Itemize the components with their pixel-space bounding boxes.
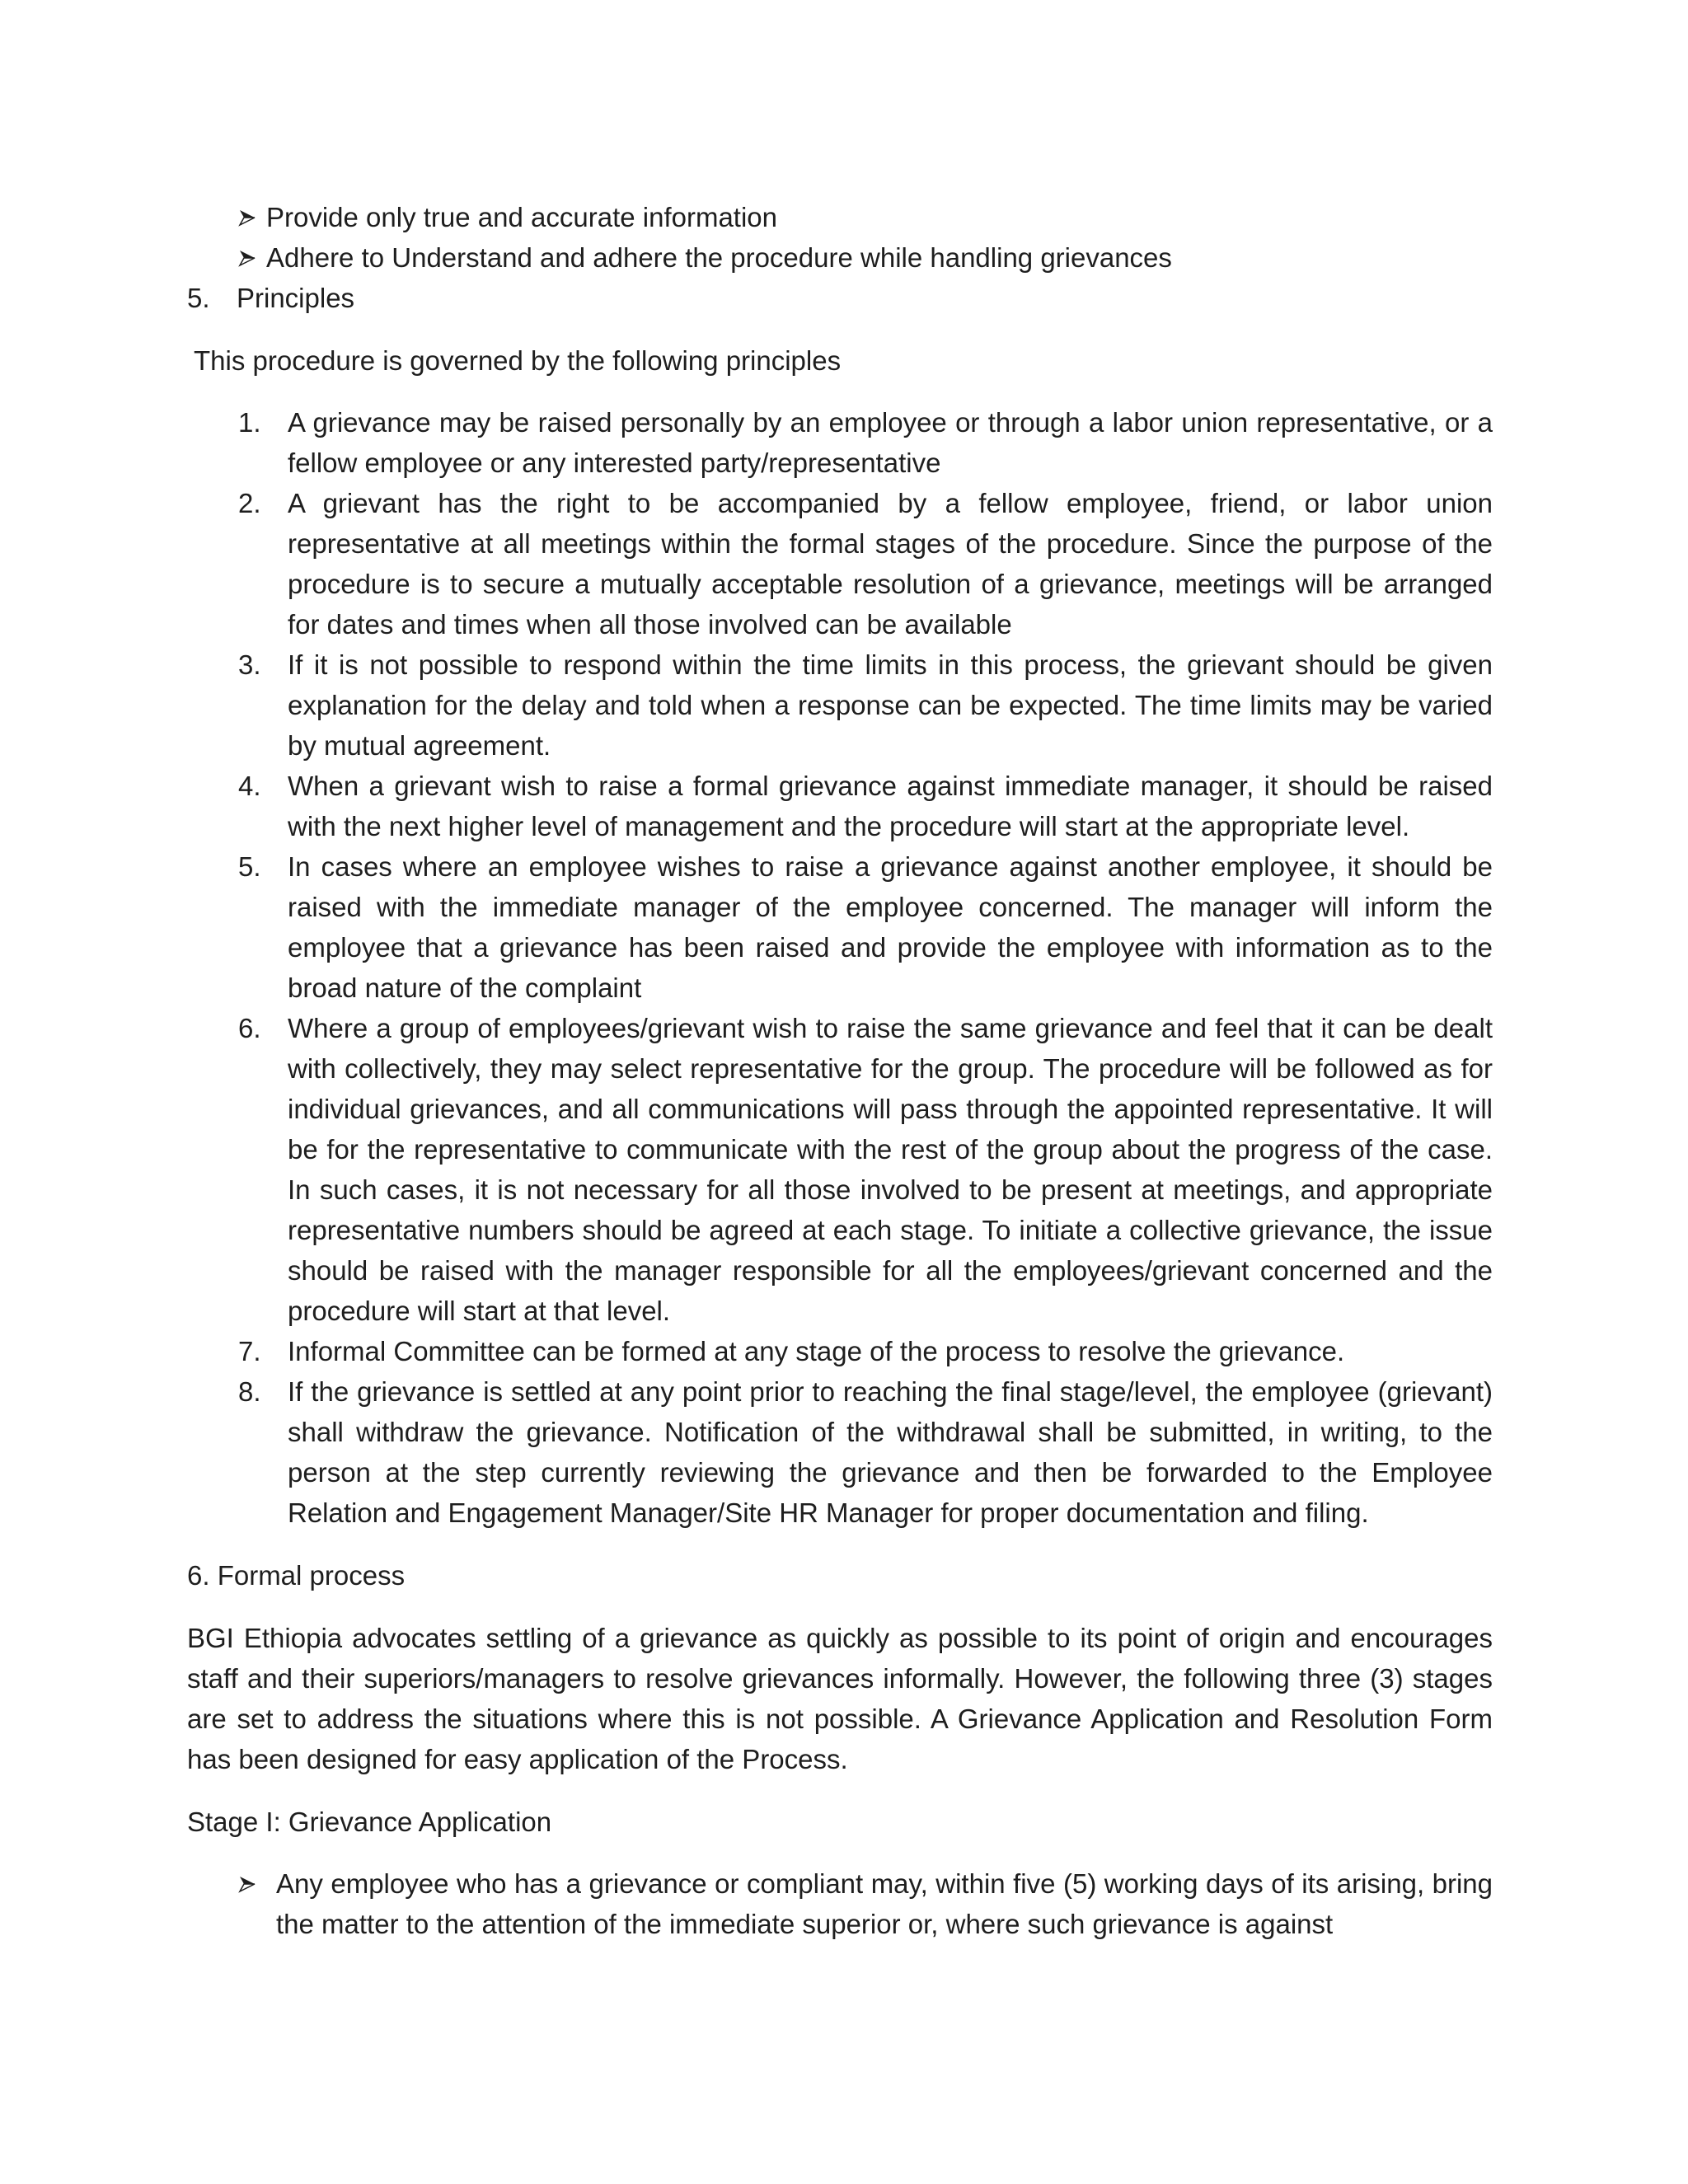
top-bullet-list [238, 197, 1493, 278]
list-item [238, 237, 1493, 278]
item-text: A grievance may be raised personally by an employee or through a labor union representative, or a fellow employee or any interested party/representative [288, 407, 1493, 478]
page-content [187, 197, 1493, 1944]
list-item [187, 402, 1493, 483]
item-number: 6. [238, 1013, 261, 1043]
section-title: Principles [237, 283, 355, 313]
arrow-bullet-icon [238, 237, 266, 278]
section-heading-principles [187, 278, 1493, 318]
item-text: When a grievant wish to raise a formal grievance against immediate manager, it should be raised with the next higher level of management and the procedure will start at the appropriate level. [288, 771, 1493, 841]
list-item [187, 1371, 1493, 1533]
stage-title: Stage I: Grievance Application [187, 1807, 552, 1837]
principles-list [187, 402, 1493, 1533]
formal-process-paragraph: BGI Ethiopia advocates settling of a grievance as quickly as possible to its point of origin and encourages staff and their superiors/managers to resolve grievances informally. However, the following three (3) stages are set to address the situations where this is not possible. A Grievance Application and Resolution Form has been designed for easy application of the Process. [187, 1623, 1493, 1774]
item-number: 2. [238, 488, 261, 518]
item-text: In cases where an employee wishes to raise a grievance against another employee, it should be raised with the immediate manager of the employee concerned. The manager will inform the employee that a grievance has been raised and provide the employee with information as to the broad nature of the complaint [288, 851, 1493, 1003]
item-text: If the grievance is settled at any point prior to reaching the final stage/level, the employee (grievant) shall withdraw the grievance. Notification of the withdrawal shall be submitted, in writing, to the person at the step currently reviewing the grievance and then be forwarded to the Employee Relation and Engagement Manager/Site HR Manager for proper documentation and filing. [288, 1376, 1493, 1528]
item-number: 3. [238, 649, 261, 680]
list-item [187, 766, 1493, 846]
section-heading-formal-process: 6. Formal process [187, 1560, 406, 1591]
bullet-text: Any employee who has a grievance or compliant may, within five (5) working days of its arising, bring the matter to the attention of the immediate superior or, where such grievance is against [276, 1868, 1493, 1939]
item-number: 4. [238, 771, 261, 801]
item-number: 8. [238, 1376, 261, 1407]
item-text: A grievant has the right to be accompanied by a fellow employee, friend, or labor union representative at all meetings within the formal stages of the procedure. Since the purpose of the procedure is to secure a mutually acceptable resolution of a grievance, meetings will be arranged for dates and times when all those involved can be available [288, 488, 1493, 640]
item-number: 5. [238, 851, 261, 882]
arrow-bullet-icon [238, 1863, 273, 1904]
list-item [238, 197, 1493, 237]
item-number: 1. [238, 407, 261, 438]
principles-intro: This procedure is governed by the following principles [194, 345, 842, 376]
list-item [187, 644, 1493, 766]
bullet-text: Adhere to Understand and adhere the procedure while handling grievances [266, 242, 1172, 273]
stage-bullet-list [238, 1863, 1493, 1944]
item-number: 7. [238, 1336, 261, 1366]
list-item [187, 846, 1493, 1008]
list-item [187, 1008, 1493, 1331]
bullet-text: Provide only true and accurate information [266, 202, 778, 232]
item-text: Informal Committee can be formed at any stage of the process to resolve the grievance. [288, 1336, 1345, 1366]
item-text: Where a group of employees/grievant wish to raise the same grievance and feel that it can be dealt with collectively, they may select representative for the group. The procedure will be followed as for individual grievances, and all communications will pass through the appointed representative. It will be for the representative to communicate with the rest of the group about the progress of the case. In such cases, it is not necessary for all those involved to be present at meetings, and appropriate representative numbers should be agreed at each stage. To initiate a collective grievance, the issue should be raised with the manager responsible for all the employees/grievant concerned and the procedure will start at that level. [288, 1013, 1493, 1326]
list-item [238, 1863, 1493, 1944]
arrow-bullet-icon [238, 197, 266, 237]
list-item [187, 483, 1493, 644]
list-item [187, 1331, 1493, 1371]
section-number: 5. [187, 283, 210, 313]
item-text: If it is not possible to respond within the time limits in this process, the grievant should be given explanation for the delay and told when a response can be expected. The time limits may be varied by mutual agreement. [288, 649, 1493, 761]
